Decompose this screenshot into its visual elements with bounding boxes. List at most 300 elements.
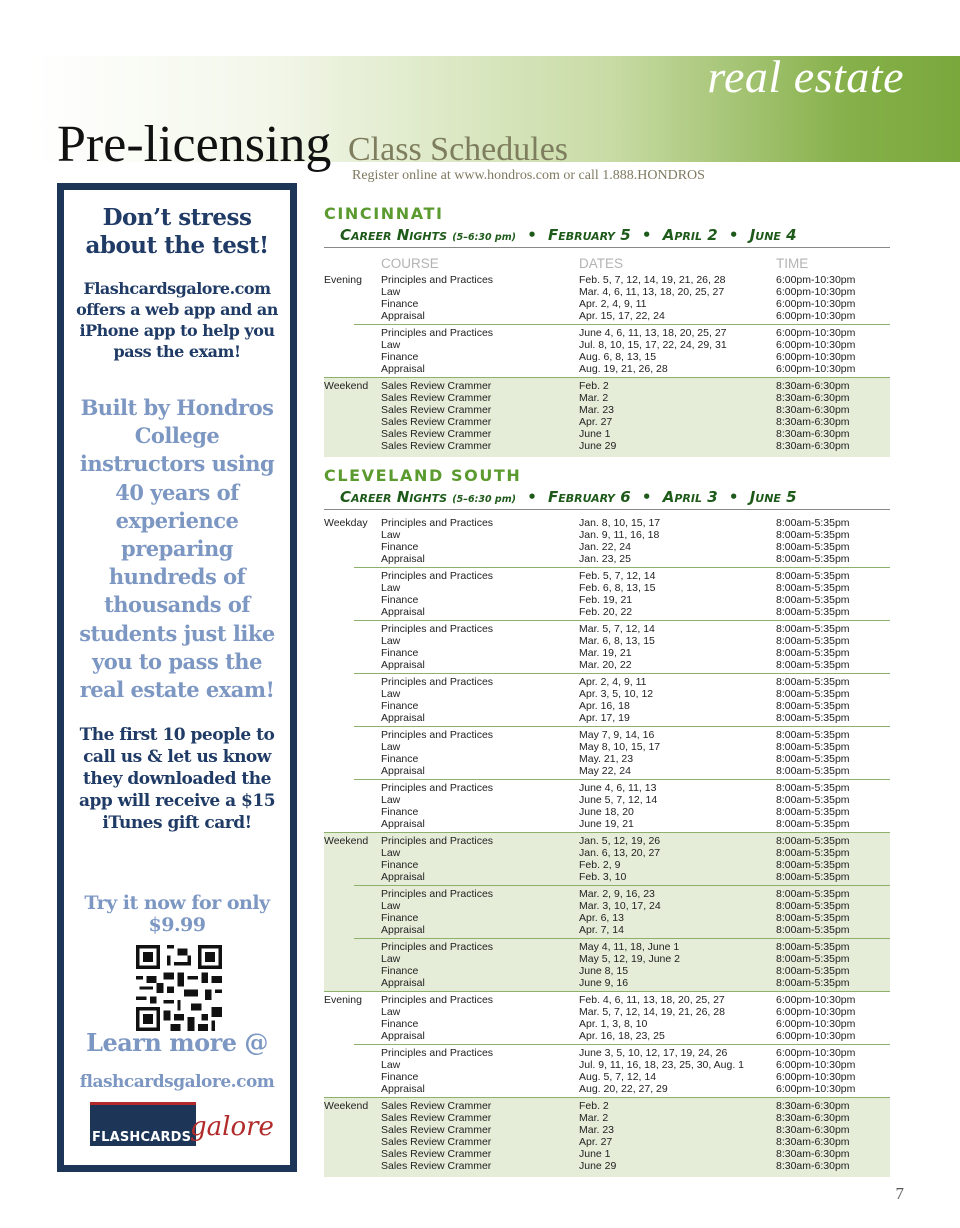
- dates-cell: Jan. 6, 13, 20, 27: [579, 847, 661, 859]
- time-cell: 8:00am-5:35pm: [776, 871, 850, 883]
- course-cell: Finance: [381, 912, 419, 924]
- dates-cell: Aug. 19, 21, 26, 28: [579, 363, 668, 375]
- courses-column: [381, 517, 493, 565]
- dates-cell: May 22, 24: [579, 765, 631, 777]
- course-cell: Sales Review Crammer: [381, 1160, 492, 1172]
- dates-column: [579, 274, 726, 322]
- time-cell: 6:00pm-10:30pm: [776, 1071, 856, 1083]
- courses-column: [381, 676, 493, 724]
- time-cell: 8:30am-6:30pm: [776, 404, 850, 416]
- dates-cell: Aug. 20, 22, 27, 29: [579, 1083, 668, 1095]
- courses-column: [381, 835, 493, 883]
- bullet: •: [641, 488, 652, 506]
- times-column: [776, 941, 850, 989]
- time-cell: 8:00am-5:35pm: [776, 553, 850, 565]
- course-cell: Appraisal: [381, 977, 425, 989]
- courses-column: [381, 380, 491, 452]
- course-cell: Sales Review Crammer: [381, 440, 492, 452]
- dates-cell: June 1: [579, 428, 611, 440]
- course-cell: Sales Review Crammer: [381, 404, 492, 416]
- course-cell: Law: [381, 688, 401, 700]
- dates-column: [579, 835, 660, 883]
- dates-cell: May 8, 10, 15, 17: [579, 741, 661, 753]
- course-cell: Principles and Practices: [381, 941, 494, 953]
- times-column: [776, 729, 850, 777]
- block-divider: [354, 567, 890, 568]
- time-cell: 8:30am-6:30pm: [776, 428, 850, 440]
- dates-cell: Apr. 1, 3, 8, 10: [579, 1018, 648, 1030]
- ad-learn-more: Learn more @: [86, 1028, 268, 1057]
- course-cell: Principles and Practices: [381, 1047, 494, 1059]
- times-column: [776, 782, 850, 830]
- time-cell: 8:00am-5:35pm: [776, 700, 850, 712]
- course-cell: Sales Review Crammer: [381, 428, 492, 440]
- career-hours: (5–6:30 pm): [452, 494, 516, 505]
- courses-column: [381, 327, 493, 375]
- time-cell: 8:00am-5:35pm: [776, 977, 850, 989]
- time-cell: 8:00am-5:35pm: [776, 517, 850, 529]
- course-cell: Sales Review Crammer: [381, 380, 492, 392]
- dates-column: [579, 888, 661, 936]
- dates-cell: Jul. 8, 10, 15, 17, 22, 24, 29, 31: [579, 339, 727, 351]
- course-cell: Appraisal: [381, 363, 425, 375]
- dates-cell: Mar. 2, 9, 16, 23: [579, 888, 655, 900]
- time-cell: 8:30am-6:30pm: [776, 1100, 850, 1112]
- course-cell: Principles and Practices: [381, 517, 494, 529]
- dates-cell: June 29: [579, 1160, 617, 1172]
- schedule-block: [324, 1044, 890, 1097]
- time-cell: 8:00am-5:35pm: [776, 529, 850, 541]
- bullet: •: [527, 226, 537, 244]
- courses-column: [381, 782, 493, 830]
- block-divider: [324, 377, 890, 378]
- dates-cell: Jan. 5, 12, 19, 26: [579, 835, 661, 847]
- time-cell: 8:00am-5:35pm: [776, 900, 850, 912]
- dates-cell: Mar. 23: [579, 404, 615, 416]
- course-cell: Law: [381, 847, 401, 859]
- course-cell: Finance: [381, 594, 419, 606]
- time-cell: 8:30am-6:30pm: [776, 1148, 850, 1160]
- bullet: •: [728, 488, 739, 506]
- page-number: 7: [895, 1184, 904, 1203]
- course-cell: Principles and Practices: [381, 835, 494, 847]
- time-cell: 8:30am-6:30pm: [776, 416, 850, 428]
- time-cell: 8:00am-5:35pm: [776, 924, 850, 936]
- schedule-block: [324, 938, 890, 991]
- dates-cell: Mar. 6, 8, 13, 15: [579, 635, 655, 647]
- ad-url-link[interactable]: flashcardsgalore.com: [79, 1072, 275, 1092]
- time-cell: 8:00am-5:35pm: [776, 953, 850, 965]
- dates-cell: June 19, 21: [579, 818, 634, 830]
- times-column: [776, 380, 850, 452]
- ad-headline: Don’t stress about the test!: [85, 204, 269, 259]
- dates-cell: Mar. 19, 21: [579, 647, 632, 659]
- dates-column: [579, 729, 660, 777]
- courses-column: [381, 941, 493, 989]
- section-tag: real estate: [707, 51, 904, 102]
- time-cell: 8:30am-6:30pm: [776, 440, 850, 452]
- career-label: Career Nights: [340, 488, 448, 506]
- time-cell: 8:00am-5:35pm: [776, 753, 850, 765]
- time-cell: 8:00am-5:35pm: [776, 835, 850, 847]
- time-cell: 6:00pm-10:30pm: [776, 274, 856, 286]
- ad-app-text: Flashcardsgalore.com offers a web app and an iPhone app to help you pass the exam!: [76, 279, 278, 361]
- bullet: •: [527, 488, 537, 506]
- schedule-block: [324, 779, 890, 832]
- course-cell: Finance: [381, 298, 419, 310]
- dates-cell: Apr. 6, 13: [579, 912, 624, 924]
- course-cell: Principles and Practices: [381, 888, 494, 900]
- ad-offer-text: The first 10 people to call us & let us know they downloaded the app will receive a $15 iTunes gift card!: [78, 725, 276, 833]
- course-cell: Law: [381, 1006, 401, 1018]
- dates-cell: Apr. 3, 5, 10, 12: [579, 688, 654, 700]
- courses-column: [381, 994, 493, 1042]
- course-cell: Principles and Practices: [381, 570, 494, 582]
- time-cell: 8:00am-5:35pm: [776, 635, 850, 647]
- time-cell: 8:00am-5:35pm: [776, 647, 850, 659]
- schedule-block: [324, 620, 890, 673]
- logo-galore-text: galore: [190, 1112, 274, 1142]
- times-column: [776, 888, 850, 936]
- dates-column: [579, 676, 653, 724]
- dates-cell: Apr. 16, 18, 23, 25: [579, 1030, 665, 1042]
- dates-cell: Aug. 6, 8, 13, 15: [579, 351, 657, 363]
- block-divider: [354, 673, 890, 674]
- time-cell: 8:00am-5:35pm: [776, 582, 850, 594]
- time-cell: 6:00pm-10:30pm: [776, 327, 856, 339]
- ad-built-by-text: Built by Hondros College instructors using 40 years of experience preparing hundreds of thousands of students just like you to pass the real estate exam!: [79, 395, 275, 703]
- dates-cell: Mar. 5, 7, 12, 14, 19, 21, 26, 28: [579, 1006, 725, 1018]
- time-cell: 8:00am-5:35pm: [776, 912, 850, 924]
- dates-cell: Mar. 2: [579, 392, 609, 404]
- course-cell: Finance: [381, 859, 419, 871]
- bullet: •: [728, 226, 739, 244]
- course-cell: Law: [381, 794, 401, 806]
- column-header-time: TIME: [776, 256, 809, 271]
- dates-column: [579, 380, 616, 452]
- time-cell: 8:30am-6:30pm: [776, 1160, 850, 1172]
- schedule-block: [324, 726, 890, 779]
- time-cell: 8:00am-5:35pm: [776, 594, 850, 606]
- dates-column: [579, 994, 725, 1042]
- courses-column: [381, 729, 493, 777]
- times-column: [776, 623, 850, 671]
- course-cell: Law: [381, 1059, 401, 1071]
- career-label: Career Nights: [340, 226, 448, 244]
- time-cell: 8:00am-5:35pm: [776, 623, 850, 635]
- time-cell: 6:00pm-10:30pm: [776, 1083, 856, 1095]
- course-cell: Principles and Practices: [381, 623, 494, 635]
- time-cell: 8:00am-5:35pm: [776, 606, 850, 618]
- time-cell: 6:00pm-10:30pm: [776, 1059, 856, 1071]
- course-cell: Sales Review Crammer: [381, 1124, 492, 1136]
- dates-cell: Mar. 4, 6, 11, 13, 18, 20, 25, 27: [579, 286, 725, 298]
- dates-cell: June 4, 6, 11, 13: [579, 782, 657, 794]
- course-cell: Principles and Practices: [381, 676, 494, 688]
- dates-cell: June 4, 6, 11, 13, 18, 20, 25, 27: [579, 327, 727, 339]
- course-cell: Appraisal: [381, 1030, 425, 1042]
- city-heading-cincinnati: CINCINNATI: [324, 204, 444, 223]
- ad-price-text: Try it now for only $9.99: [84, 892, 270, 936]
- schedule-table-cincinnati: [324, 271, 890, 457]
- career-date: April 3: [662, 488, 718, 506]
- course-cell: Law: [381, 529, 401, 541]
- block-divider: [354, 324, 890, 325]
- dates-cell: May. 21, 23: [579, 753, 634, 765]
- course-cell: Law: [381, 635, 401, 647]
- time-cell: 8:00am-5:35pm: [776, 847, 850, 859]
- dates-cell: Apr. 2, 4, 9, 11: [579, 298, 647, 310]
- time-cell: 8:30am-6:30pm: [776, 1124, 850, 1136]
- courses-column: [381, 1047, 493, 1095]
- dates-cell: May 5, 12, 19, June 2: [579, 953, 680, 965]
- time-cell: 8:00am-5:35pm: [776, 782, 850, 794]
- dates-cell: June 3, 5, 10, 12, 17, 19, 24, 26: [579, 1047, 728, 1059]
- time-cell: 8:00am-5:35pm: [776, 941, 850, 953]
- schedule-block: [324, 271, 890, 324]
- course-cell: Finance: [381, 541, 419, 553]
- time-cell: 6:00pm-10:30pm: [776, 310, 856, 322]
- session-label: Weekend: [324, 835, 369, 847]
- time-cell: 8:00am-5:35pm: [776, 765, 850, 777]
- course-cell: Principles and Practices: [381, 327, 494, 339]
- session-label: Evening: [324, 274, 362, 286]
- schedule-block: [324, 377, 890, 457]
- qr-code-icon[interactable]: [136, 945, 222, 1031]
- times-column: [776, 1047, 855, 1095]
- time-cell: 8:30am-6:30pm: [776, 1112, 850, 1124]
- career-date: April 2: [662, 226, 718, 244]
- dates-column: [579, 517, 660, 565]
- time-cell: 6:00pm-10:30pm: [776, 363, 856, 375]
- course-cell: Appraisal: [381, 765, 425, 777]
- schedule-block: [324, 832, 890, 885]
- session-label: Weekend: [324, 380, 369, 392]
- dates-cell: Apr. 15, 17, 22, 24: [579, 310, 665, 322]
- time-cell: 6:00pm-10:30pm: [776, 351, 856, 363]
- times-column: [776, 676, 850, 724]
- schedule-block: [324, 673, 890, 726]
- dates-cell: Feb. 5, 7, 12, 14, 19, 21, 26, 28: [579, 274, 726, 286]
- dates-column: [579, 941, 680, 989]
- dates-cell: Apr. 16, 18: [579, 700, 630, 712]
- city-heading-cleveland: CLEVELAND SOUTH: [324, 466, 522, 485]
- career-date: February 6: [548, 488, 631, 506]
- dates-cell: June 1: [579, 1148, 611, 1160]
- block-divider: [354, 779, 890, 780]
- times-column: [776, 274, 855, 322]
- time-cell: 8:00am-5:35pm: [776, 541, 850, 553]
- course-cell: Law: [381, 582, 401, 594]
- dates-cell: June 8, 15: [579, 965, 629, 977]
- course-cell: Finance: [381, 965, 419, 977]
- page-title: Pre-licensing: [57, 116, 332, 173]
- dates-cell: June 5, 7, 12, 14: [579, 794, 658, 806]
- courses-column: [381, 623, 493, 671]
- time-cell: 6:00pm-10:30pm: [776, 1006, 856, 1018]
- dates-cell: Mar. 5, 7, 12, 14: [579, 623, 655, 635]
- course-cell: Appraisal: [381, 818, 425, 830]
- time-cell: 8:00am-5:35pm: [776, 688, 850, 700]
- dates-cell: Feb. 20, 22: [579, 606, 633, 618]
- time-cell: 8:30am-6:30pm: [776, 380, 850, 392]
- time-cell: 8:00am-5:35pm: [776, 729, 850, 741]
- dates-column: [579, 1100, 616, 1172]
- logo-flashcards-text: FLASHCARDS: [92, 1130, 192, 1145]
- times-column: [776, 570, 850, 618]
- career-date: June 4: [749, 226, 797, 244]
- block-divider: [354, 938, 890, 939]
- course-cell: Sales Review Crammer: [381, 1112, 492, 1124]
- dates-cell: Apr. 27: [579, 1136, 613, 1148]
- time-cell: 8:00am-5:35pm: [776, 741, 850, 753]
- block-divider: [354, 726, 890, 727]
- session-label: Evening: [324, 994, 362, 1006]
- dates-cell: Aug. 5, 7, 12, 14: [579, 1071, 657, 1083]
- dates-cell: Mar. 3, 10, 17, 24: [579, 900, 661, 912]
- block-divider: [324, 1097, 890, 1098]
- time-cell: 8:00am-5:35pm: [776, 859, 850, 871]
- course-cell: Sales Review Crammer: [381, 1148, 492, 1160]
- dates-column: [579, 1047, 744, 1095]
- times-column: [776, 327, 855, 375]
- course-cell: Principles and Practices: [381, 729, 494, 741]
- time-cell: 6:00pm-10:30pm: [776, 339, 856, 351]
- course-cell: Principles and Practices: [381, 274, 494, 286]
- dates-column: [579, 570, 655, 618]
- block-divider: [354, 885, 890, 886]
- time-cell: 6:00pm-10:30pm: [776, 994, 856, 1006]
- courses-column: [381, 888, 493, 936]
- career-nights-cleveland: [324, 484, 890, 510]
- times-column: [776, 1100, 850, 1172]
- course-cell: Finance: [381, 351, 419, 363]
- course-cell: Finance: [381, 700, 419, 712]
- dates-cell: Jul. 9, 11, 16, 18, 23, 25, 30, Aug. 1: [579, 1059, 745, 1071]
- dates-column: [579, 782, 657, 830]
- dates-cell: June 9, 16: [579, 977, 629, 989]
- time-cell: 6:00pm-10:30pm: [776, 298, 856, 310]
- dates-cell: Apr. 7, 14: [579, 924, 624, 936]
- time-cell: 8:00am-5:35pm: [776, 570, 850, 582]
- schedule-table-cleveland: [324, 514, 890, 1177]
- courses-column: [381, 570, 493, 618]
- time-cell: 6:00pm-10:30pm: [776, 1030, 856, 1042]
- course-cell: Finance: [381, 1018, 419, 1030]
- course-cell: Law: [381, 339, 401, 351]
- time-cell: 6:00pm-10:30pm: [776, 286, 856, 298]
- flashcards-galore-logo[interactable]: [82, 1092, 282, 1152]
- course-cell: Principles and Practices: [381, 994, 494, 1006]
- career-nights-cincinnati: [324, 222, 890, 248]
- time-cell: 8:00am-5:35pm: [776, 888, 850, 900]
- schedule-block: [324, 885, 890, 938]
- dates-column: [579, 327, 727, 375]
- dates-cell: Feb. 2, 9: [579, 859, 621, 871]
- page-subtitle: Class Schedules: [348, 131, 569, 168]
- career-date: February 5: [548, 226, 631, 244]
- course-cell: Appraisal: [381, 1083, 425, 1095]
- course-cell: Appraisal: [381, 924, 425, 936]
- course-cell: Law: [381, 741, 401, 753]
- session-label: Weekend: [324, 1100, 369, 1112]
- times-column: [776, 994, 855, 1042]
- courses-column: [381, 274, 493, 322]
- block-divider: [354, 620, 890, 621]
- dates-column: [579, 623, 655, 671]
- dates-cell: Feb. 2: [579, 380, 609, 392]
- column-header-dates: DATES: [579, 256, 624, 271]
- schedule-block: [324, 514, 890, 567]
- course-cell: Appraisal: [381, 659, 425, 671]
- course-cell: Sales Review Crammer: [381, 392, 492, 404]
- block-divider: [324, 832, 890, 833]
- column-header-course: COURSE: [381, 256, 439, 271]
- course-cell: Principles and Practices: [381, 782, 494, 794]
- course-cell: Appraisal: [381, 553, 425, 565]
- time-cell: 6:00pm-10:30pm: [776, 1018, 856, 1030]
- time-cell: 8:00am-5:35pm: [776, 659, 850, 671]
- dates-cell: Mar. 23: [579, 1124, 615, 1136]
- block-divider: [324, 991, 890, 992]
- dates-cell: Feb. 4, 6, 11, 13, 18, 20, 25, 27: [579, 994, 725, 1006]
- time-cell: 8:00am-5:35pm: [776, 794, 850, 806]
- dates-cell: Jan. 22, 24: [579, 541, 631, 553]
- course-cell: Sales Review Crammer: [381, 1136, 492, 1148]
- course-cell: Appraisal: [381, 606, 425, 618]
- register-line: Register online at www.hondros.com or call 1.888.HONDROS: [352, 168, 705, 183]
- flashcards-ad[interactable]: [57, 183, 297, 1172]
- dates-cell: Feb. 3, 10: [579, 871, 627, 883]
- course-cell: Appraisal: [381, 310, 425, 322]
- schedule-block: [324, 991, 890, 1044]
- dates-cell: Jan. 23, 25: [579, 553, 631, 565]
- time-cell: 8:00am-5:35pm: [776, 818, 850, 830]
- course-cell: Law: [381, 900, 401, 912]
- block-divider: [354, 1044, 890, 1045]
- course-cell: Sales Review Crammer: [381, 416, 492, 428]
- dates-cell: Feb. 19, 21: [579, 594, 633, 606]
- course-cell: Finance: [381, 1071, 419, 1083]
- dates-cell: Feb. 5, 7, 12, 14: [579, 570, 656, 582]
- time-cell: 8:30am-6:30pm: [776, 1136, 850, 1148]
- dates-cell: June 29: [579, 440, 617, 452]
- course-cell: Finance: [381, 806, 419, 818]
- course-cell: Sales Review Crammer: [381, 1100, 492, 1112]
- dates-cell: Apr. 2, 4, 9, 11: [579, 676, 647, 688]
- schedule-block: [324, 567, 890, 620]
- time-cell: 6:00pm-10:30pm: [776, 1047, 856, 1059]
- session-label: Weekday: [324, 517, 368, 529]
- courses-column: [381, 1100, 491, 1172]
- time-cell: 8:00am-5:35pm: [776, 676, 850, 688]
- dates-cell: May 7, 9, 14, 16: [579, 729, 655, 741]
- course-cell: Law: [381, 286, 401, 298]
- career-date: June 5: [749, 488, 797, 506]
- course-cell: Appraisal: [381, 712, 425, 724]
- dates-cell: Mar. 2: [579, 1112, 609, 1124]
- dates-cell: Jan. 9, 11, 16, 18: [579, 529, 660, 541]
- career-hours: (5–6:30 pm): [452, 232, 516, 243]
- course-cell: Law: [381, 953, 401, 965]
- dates-cell: Mar. 20, 22: [579, 659, 632, 671]
- schedule-block: [324, 1097, 890, 1177]
- bullet: •: [641, 226, 652, 244]
- time-cell: 8:00am-5:35pm: [776, 965, 850, 977]
- time-cell: 8:00am-5:35pm: [776, 712, 850, 724]
- dates-cell: Apr. 27: [579, 416, 613, 428]
- time-cell: 8:00am-5:35pm: [776, 806, 850, 818]
